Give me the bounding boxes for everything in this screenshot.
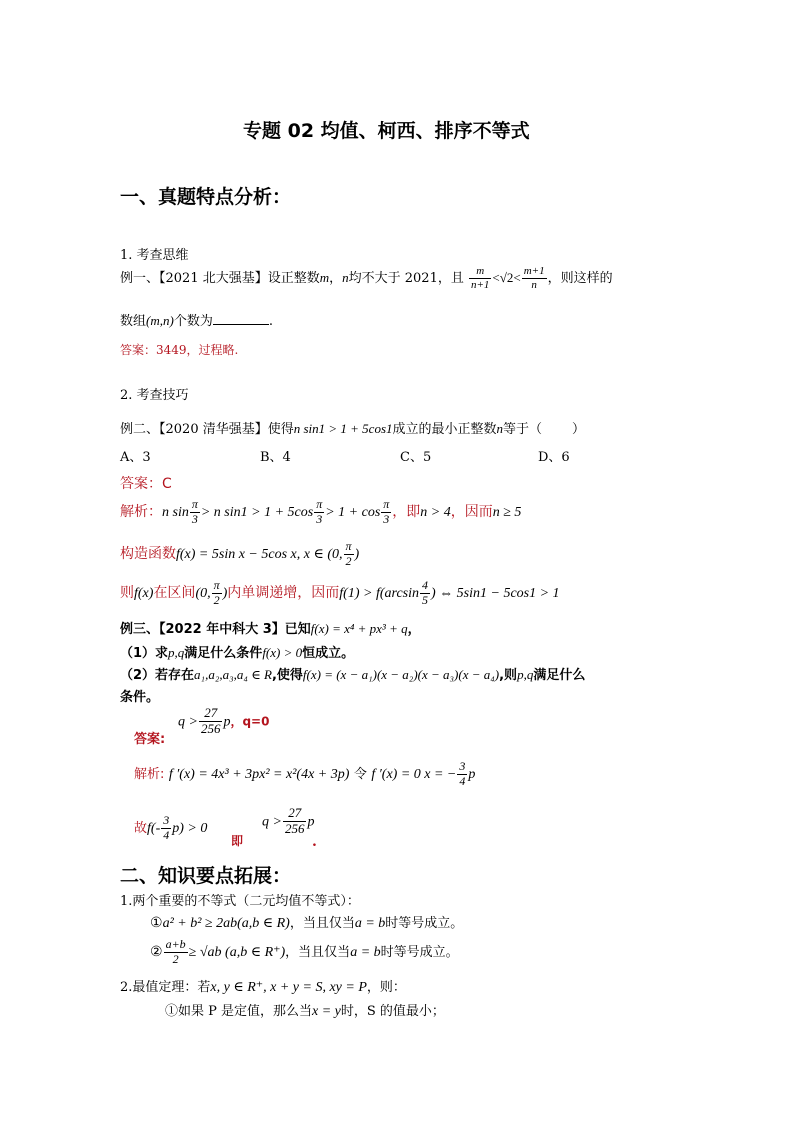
x-equals-y: x = y: [312, 1004, 341, 1019]
q2-mid: ,使得: [271, 668, 303, 683]
pq: p,q: [517, 667, 534, 682]
example-1-condition: 均不大于 2021，且: [348, 271, 464, 286]
fraction-pi-over-3: $\frac{\pi}{3}$: [191, 496, 198, 526]
example-1-line-2: [120, 310, 273, 329]
q1-prefix: （1）求: [120, 646, 169, 661]
sol-part-b: > n sin1 > 1 + 5cos: [200, 505, 314, 520]
section-heading-2: 二、知识要点拓展：: [120, 865, 292, 887]
q2-factored: f(x) = (x − a₁)(x − a₂)(x − a₃)(x − a₄): [302, 667, 500, 682]
var-n: n: [496, 421, 504, 436]
sol-part-c: > 1 + cos: [325, 505, 381, 520]
count-label: 个数为: [173, 314, 213, 329]
var-p: p: [223, 714, 231, 730]
knowledge-1-item-1: [150, 912, 463, 932]
circled-1: ①: [150, 915, 163, 931]
fraction-m-plus-1-over-n: $\frac{m+1}{n}$: [523, 265, 545, 291]
fraction-pi-over-3: $\frac{\pi}{3}$: [316, 496, 323, 526]
example-1-prefix: 例一、【2021 北大强基】设正整数: [120, 271, 320, 286]
iff-label: ，当且仅当: [289, 916, 355, 931]
item-label-technique: 2. 考查技巧: [120, 388, 189, 403]
construct-label: 构造函数: [120, 546, 176, 562]
s-min-label: 时，S 的值最小；: [340, 1004, 445, 1019]
solution-label: 解析:: [134, 767, 165, 782]
page-title: 专题 02 均值、柯西、排序不等式: [243, 120, 530, 142]
pq: p,q: [168, 645, 185, 660]
item-label-thinking: 1. 考查思维: [120, 248, 189, 263]
circled-2: ②: [150, 944, 163, 960]
example-1-line-1: [120, 262, 613, 294]
period: .: [312, 834, 317, 850]
interval-open: (0,: [195, 586, 211, 601]
critical-point: f ′(x) = 0 x = −: [371, 767, 457, 782]
fraction-4-over-5: $\frac{4}{5}$: [422, 577, 428, 607]
fraction-3-over-4: $\frac{3}{4}$: [459, 758, 466, 788]
fraction-pi-over-3: $\frac{\pi}{3}$: [383, 496, 390, 526]
example-1-comma: ，: [329, 271, 343, 286]
q1-suffix: 恒成立。: [302, 646, 355, 661]
ji-label: 即: [231, 834, 244, 848]
product-fixed-label: ①如果 P 是定值，那么当: [165, 1004, 313, 1019]
fraction-pi-over-2: $\frac{\pi}{2}$: [213, 577, 220, 607]
f-open: f(-: [147, 821, 161, 836]
iff-label: ，当且仅当: [285, 945, 351, 960]
q2-mid2: ,则: [499, 668, 518, 683]
f-positive: p) > 0: [172, 821, 208, 836]
q1-mid: 满足什么条件: [184, 646, 263, 661]
am-gm-sqrt: ≥ √ab (a,b ∈ R⁺): [188, 945, 286, 960]
equality-condition: a = b: [350, 945, 381, 960]
option-d: D、6: [538, 450, 570, 465]
example-2-answer: 答案：C: [120, 476, 172, 492]
answer-blank: [213, 312, 269, 325]
var-p: p: [468, 767, 476, 782]
example-1-suffix: ，则这样的: [547, 271, 613, 286]
example-1-answer: 答案：3449，过程略.: [120, 343, 239, 357]
example-2-stem: [120, 418, 585, 437]
therefore-label: 故: [134, 821, 148, 836]
sol-then: ，即: [392, 504, 421, 520]
fraction-27-over-256: $\frac{27}{256}$: [200, 705, 221, 736]
var-n: n: [342, 270, 349, 285]
fraction-pi-over-2: $\frac{\pi}{2}$: [345, 538, 352, 568]
let-label: 令: [353, 767, 367, 782]
extremum-theorem-label: 2.最值定理：若: [120, 980, 211, 995]
fraction-m-over-n-plus-1: $\frac{m}{n+1}$: [470, 265, 490, 291]
example-3-prefix: 例三、【2022 年中科大 3】已知: [120, 622, 311, 637]
then-label: 则: [120, 585, 134, 601]
var-m: m: [319, 270, 330, 285]
array-label: 数组: [120, 314, 147, 329]
knowledge-1-item-2: [150, 934, 459, 970]
sqrt2-inequality: <√2<: [492, 270, 521, 285]
q-gt: q >: [178, 714, 198, 730]
pair-mn: (m,n): [146, 313, 174, 328]
section-heading-1: 一、真题特点分析：: [120, 186, 292, 208]
solution-label: 解析：: [120, 504, 162, 520]
q2-suffix: 满足什么: [533, 668, 586, 683]
equality-condition: a = b: [354, 916, 386, 931]
extremum-conditions: x, y ∈ R⁺, x + y = S, xy = P: [210, 980, 367, 995]
option-a: A、3: [120, 450, 151, 465]
knowledge-1-title: 1.两个重要的不等式（二元均值不等式）：: [120, 894, 360, 909]
example-2-inequality: n sin1 > 1 + 5cos1: [293, 421, 393, 436]
fx-positive: f(x) > 0: [262, 645, 303, 660]
knowledge-2-title: [120, 976, 406, 996]
example-3-stem: [120, 618, 421, 637]
equivalence-expr: ) ⇔ 5sin1 − 5cos1 > 1: [431, 586, 560, 601]
example-3-question-1: [120, 642, 354, 661]
period: .: [268, 314, 273, 329]
interval-label: 在区间: [153, 585, 196, 601]
equality-suffix: 时等号成立。: [380, 945, 459, 960]
fx: f(x): [134, 586, 154, 601]
paren-open: 等于（: [503, 422, 543, 437]
am-gm-squares: a² + b² ≥ 2ab(a,b ∈ R): [162, 916, 290, 931]
derivative-expr: f ′(x) = 4x³ + 3px² = x²(4x + 3p): [168, 767, 350, 782]
example-2-suffix: 成立的最小正整数: [392, 422, 497, 437]
sol-n-gt-4: n > 4: [420, 505, 451, 520]
fraction-27-over-256: $\frac{27}{256}$: [284, 805, 305, 836]
sol-part-a: n sin: [162, 505, 189, 520]
example-3-function: f(x) = x⁴ + px³ + q: [310, 621, 408, 636]
example-3-solution: [134, 756, 475, 792]
q2-prefix: （2）若存在: [120, 668, 195, 683]
option-b: B、4: [260, 450, 291, 465]
monotonic-line: 则f(x)在区间(0, $\frac{\pi}{2}$ )内单调递增，因而f(1) > f(arcsin $\frac{4}{5}$ ) ⇔ 5sin1 − 5cos1 > 1: [120, 577, 560, 607]
sol-hence: ，因而: [450, 504, 493, 520]
monotonic-text: 内单调递增，因而: [227, 585, 340, 601]
compare-expr: f(1) > f(arcsin: [339, 586, 419, 601]
q2-vars: a₁,a₂,a₃,a₄ ∈ R: [194, 667, 272, 682]
answer-label: 答案:: [134, 732, 166, 747]
q-gt: q >: [262, 814, 282, 830]
fraction-3-over-4: $\frac{3}{4}$: [163, 812, 170, 842]
then-label: ，则：: [366, 980, 406, 995]
comma: ，: [407, 622, 421, 637]
example-3-question-2: [120, 664, 585, 683]
equality-suffix: 时等号成立。: [385, 916, 464, 931]
example-2-solution: [120, 494, 521, 530]
construct-expr: f(x) = 5sin x − 5cos x, x ∈ (0,: [176, 547, 343, 562]
fraction-a-plus-b-over-2: $\frac{a+b}{2}$: [165, 936, 186, 966]
example-2-prefix: 例二、【2020 清华强基】使得: [120, 422, 294, 437]
paren-close: ）: [572, 422, 586, 437]
q-equals-0: ，q=0: [230, 714, 270, 729]
construct-function-line: 构造函数f(x) = 5sin x − 5cos x, x ∈ (0, $\frac{\pi}{2}$ ): [120, 538, 360, 568]
sol-n-ge-5: n ≥ 5: [492, 505, 522, 520]
example-3-question-2-cont: 条件。: [120, 690, 160, 705]
knowledge-2-item-1: [165, 1000, 445, 1020]
option-c: C、5: [400, 450, 432, 465]
var-p: p: [307, 814, 315, 830]
